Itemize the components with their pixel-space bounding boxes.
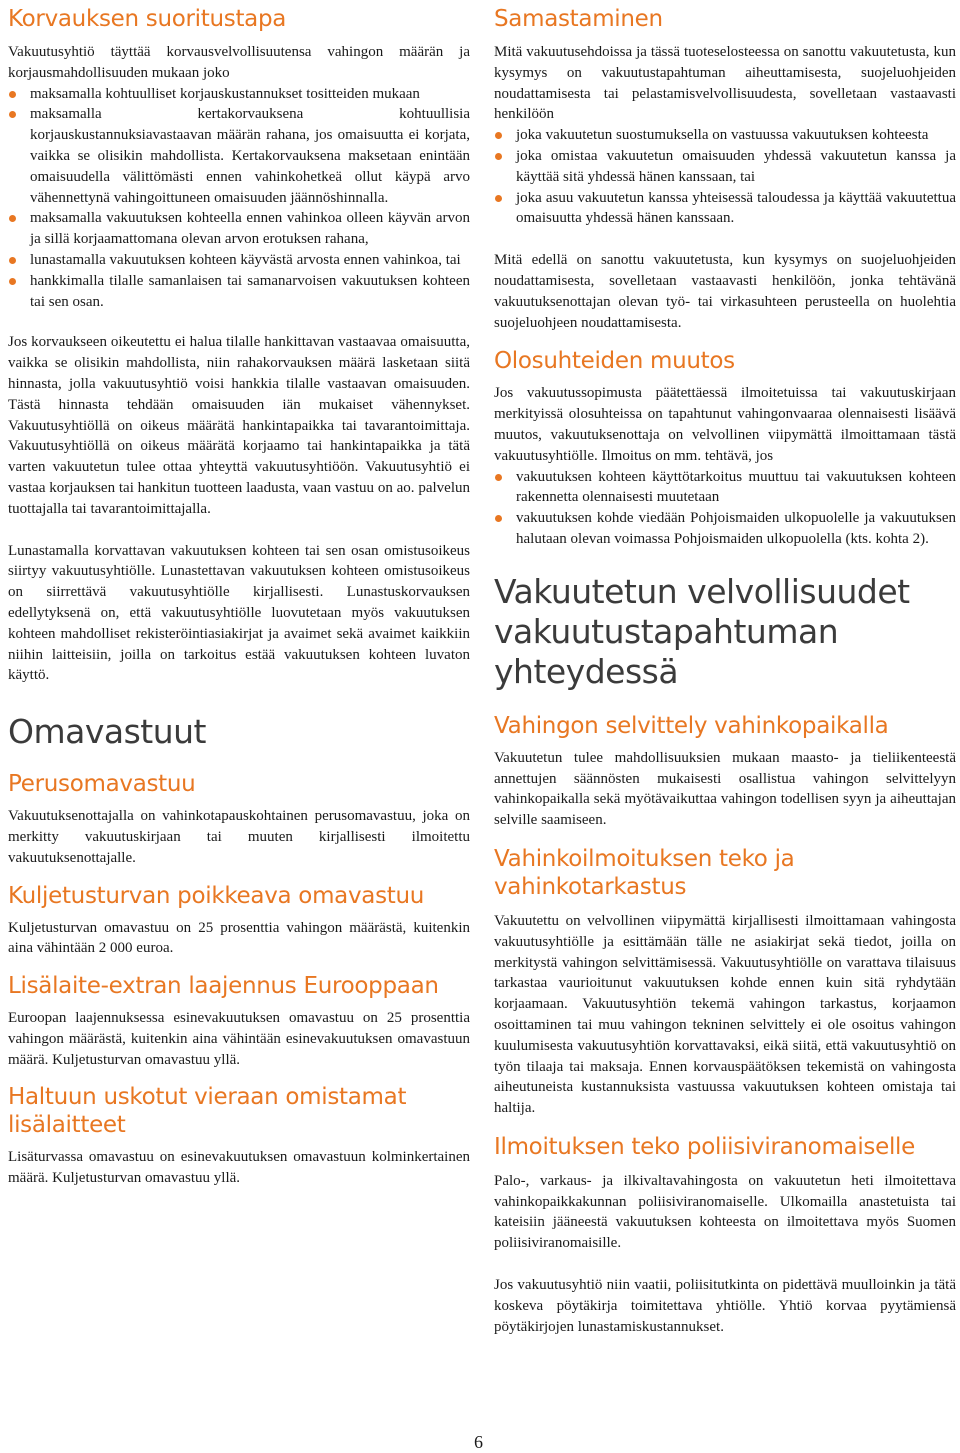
bullet-icon [495,132,502,139]
bullet-icon [9,278,16,285]
paragraph-hankinta: Jos korvaukseen oikeutettu ei halua tilalle hankittavan vastaavaa omaisuutta, vaikka se olisikin mahdollista, niin rahakorvauksen määrä lasketaan siitä hinnasta, jolla vakuutusyhtiö voisi hankkia tilalle vastaavan omaisuuden. Tästä hinnasta tehdään omaisuuden iän mukaiset vähennykset. Vakuutusyhtiöllä on oikeus määrätä hankintapaikka tai tavarantoimittaja. Vakuutusyhtiöllä on oikeus määrätä korjaamo tai hankintapaikka ja tätä varten vakuutetun tulee ottaa yhteyttä vakuutusyhtiöön. Vakuutusyhtiö ei vastaa korjauksen tai hankitun tuotteen laadusta, vaan vastuu on ao. palvelun tuottajalla tai tavarantoimittajalla. [8,334,470,517]
heading-haltuun-uskotut: Haltuun uskotut vieraan omistamat lisälaitteet [8,1084,407,1139]
paragraph-vahingon-selvittely: Vakuutetun tulee mahdollisuuksien mukaan maasto- ja tieliikenteestä annettujen säännösten mukaisesti osallistua vahingon selvittelyyn vahinkopaikalla sekä myötävaikuttaa vahingon todellisen syyn ja aiheuttajan selville saamiseen. [494,749,956,829]
heading-olosuhteiden-muutos: Olosuhteiden muutos [494,348,735,375]
paragraph-olosuhteet-intro: Jos vakuutussopimusta päätettäessä ilmoitetuissa tai vakuutuskirjaan merkityissä olosuhteissa on tapahtunut vahingonvaaraa olennaisesti lisäävä muutos, vakuutuksenottaja on velvollinen viipymättä ilmoittamaan tästä vakuutusyhtiölle. Ilmoitus on mm. tehtävä, jos [494,385,956,464]
bullet-icon [9,91,16,98]
samastaminen-bullet-list [494,125,956,229]
paragraph-samastaminen-2: Mitä edellä on sanottu vakuutetusta, kun kysymys on suojeluohjeiden noudattamisesta, sovelletaan vastaavasti henkilöön, jonka tehtävänä vakuutuksenottajan olevan työ- tai virkasuhteen perusteella on huolehtia suojeluohjeen noudattamisesta. [494,252,956,331]
list-item: joka omistaa vakuutetun omaisuuden yhdessä vakuutetun kanssa ja käyttää sitä yhdessä hänen kanssaan, tai [494,146,956,188]
list-item: hankkimalla tilalle samanlaisen tai samanarvoisen vakuutuksen kohteen tai sen osan. [8,271,470,313]
paragraph-samastaminen-intro: Mitä vakuutusehdoissa ja tässä tuoteselosteessa on sanottu vakuutetusta, kun kysymys on vakuutustapahtuman aiheuttamisesta, suojeluohjeiden noudattamisesta tai pelastamisvelvollisuudesta, sovelletaan vastaavasti henkilöön [494,44,956,123]
heading-vahinkoilmoitus: Vahinkoilmoituksen teko ja vahinkotarkastus [494,845,795,900]
list-item: maksamalla kertakorvauksena kohtuullisia korjauskustannuksiavastaavan määrän rahana, jos omaisuutta ei korjata, vaikka se olisikin mahdollista. Kertakorvauksena maksetaan enintään omaisuudella välittömästi ennen vahinkohetkeä ollut käypä arvo vähennettynä vahingoittuneen omaisuuden jäännöshinnalla. [8,104,470,208]
korvaus-bullet-list [8,84,470,313]
paragraph-poliisi-2: Jos vakuutusyhtiö niin vaatii, poliisitutkinta on pidettävä muulloinkin ja tätä koskeva pöytäkirja toimitettava yhtiölle. Yhtiö korvaa pyytämiensä pöytäkirjojen lunastamiskustannukset. [494,1277,956,1335]
page-number: 6 [474,1432,483,1452]
list-item: lunastamalla vakuutuksen kohteen käyvästä arvosta ennen vahinkoa, tai [8,250,470,271]
paragraph-intro: Vakuutusyhtiö täyttää korvausvelvollisuutensa vahingon määrän ja korjausmahdollisuuden mukaan joko [8,44,470,81]
right-column [494,0,956,1337]
list-item: joka asuu vakuutetun kanssa yhteisessä taloudessa ja käyttää vakuutettua omaisuutta yhdessä hänen kanssaan. [494,188,956,230]
bullet-icon [495,474,502,481]
bullet-icon [9,111,16,118]
heading-vahingon-selvittely: Vahingon selvittely vahinkopaikalla [494,712,889,739]
paragraph-lunastus: Lunastamalla korvattavan vakuutuksen kohteen tai sen osan omistusoikeus siirtyy vakuutusyhtiölle. Lunastettavan vakuutuksen kohteen omistusoikeus on siirrettävä vakuutusyhtiölle kirjallisesti. Lunastuskorvauksen edellytyksenä on, että vakuutusyhtiölle luovutetaan myös vakuutuksen kohteen mahdolliset rekisteröintiasiakirjat ja avaimet sekä avaimet kaikkiin niihin laitteisiin, joilla on tarkoitus estää vakuutuksen kohteen luvaton käyttö. [8,542,470,684]
paragraph-perusomavastuu: Vakuutuksenottajalla on vahinkotapauskohtainen perusomavastuu, joka on merkitty vakuutuskirjaan tai muuten kirjallisesti ilmoitettu vakuutuksenottajalle. [8,808,470,866]
bullet-icon [495,515,502,522]
paragraph-vahinkoilmoitus: Vakuutettu on velvollinen viipymättä kirjallisesti ilmoittamaan vahingosta vakuutusyhtiölle ja esittämään tälle ne asiakirjat sekä tiedot, joilla on merkitystä vahingon selvittämisessä. Vakuutusyhtiölle on varattava tilaisuus tarkastaa vaurioitunut vakuutuksen kohde ennen kuin sitä ryhdytään korjaamaan. Vakuutusyhtiön tekemä vahingon tarkastus, korjaamon osoittaminen tai muu vahingon tekninen selvittely ei ole osoitus vahingon kuulumisesta vakuutusyhtiön korvattavaksi, eikä siitä, että vakuutusyhtiö on työn tilaaja tai maksaja. Ennen korvauspäätöksen tekemistä on vahingosta aiheutuneista kustannuksista vastuussa vakuutuksen kohteen omistaja tai haltija. [494,912,956,1117]
list-item: vakuutuksen kohde viedään Pohjoismaiden ulkopuolelle ja vakuutuksen halutaan olevan voimassa Pohjoismaiden ulkopuolella (kts. kohta 2). [494,508,956,550]
heading-kuljetusturva: Kuljetusturvan poikkeava omavastuu [8,882,425,909]
bullet-icon [495,153,502,160]
heading-korvauksen-suoritustapa: Korvauksen suoritustapa [8,6,287,32]
paragraph-lisalaite-extra: Euroopan laajennuksessa esinevakuutuksen omavastuu on 25 prosenttia vahingon määrästä, kuitenkin aina vähintään esinevakuutuksen omavastuun määrä. Kuljetusturvan omavastuu yllä. [8,1010,470,1068]
heading-omavastuut: Omavastuut [8,712,206,752]
heading-perusomavastuu: Perusomavastuu [8,771,196,798]
heading-lisalaite-extra: Lisälaite-extran laajennus Eurooppaan [8,973,439,1000]
heading-vakuutetun-velvollisuudet: Vakuutetun velvollisuudet vakuutustapahtuman yhteydessä [494,571,910,691]
heading-poliisiviranomainen: Ilmoituksen teko poliisiviranomaiselle [494,1133,915,1160]
left-column [8,0,470,1189]
list-item: joka vakuutetun suostumuksella on vastuussa vakuutuksen kohteesta [494,125,956,146]
bullet-icon [9,257,16,264]
list-item: maksamalla kohtuulliset korjauskustannukset tositteiden mukaan [8,84,470,105]
bullet-icon [495,195,502,202]
paragraph-poliisi-1: Palo-, varkaus- ja ilkivaltavahingosta on vakuutetun heti ilmoitettava vahinkopaikkakunnan poliisiviranomaiselle. Ulkomailla anastetuista tai kateisiin jääneestä vakuutuksen kohteesta on ilmoitettava myös Suomen poliisiviranomaisille. [494,1172,956,1252]
paragraph-kuljetusturva: Kuljetusturvan omavastuu on 25 prosenttia vahingon määrästä, kuitenkin aina vähintään 2 000 euroa. [8,919,470,957]
olosuhteet-bullet-list [494,467,956,550]
bullet-icon [9,215,16,222]
list-item: maksamalla vakuutuksen kohteella ennen vahinkoa olleen käyvän arvon ja sillä korjaamattomana olevan arvon erotuksen rahana, [8,208,470,250]
paragraph-haltuun-uskotut: Lisäturvassa omavastuu on esinevakuutuksen omavastuun kolminkertainen määrä. Kuljetusturvan omavastuu yllä. [8,1149,470,1187]
heading-samastaminen: Samastaminen [494,6,663,32]
list-item: vakuutuksen kohteen käyttötarkoitus muuttuu tai vakuutuksen kohteen rakennetta olennaisesti muutetaan [494,467,956,509]
